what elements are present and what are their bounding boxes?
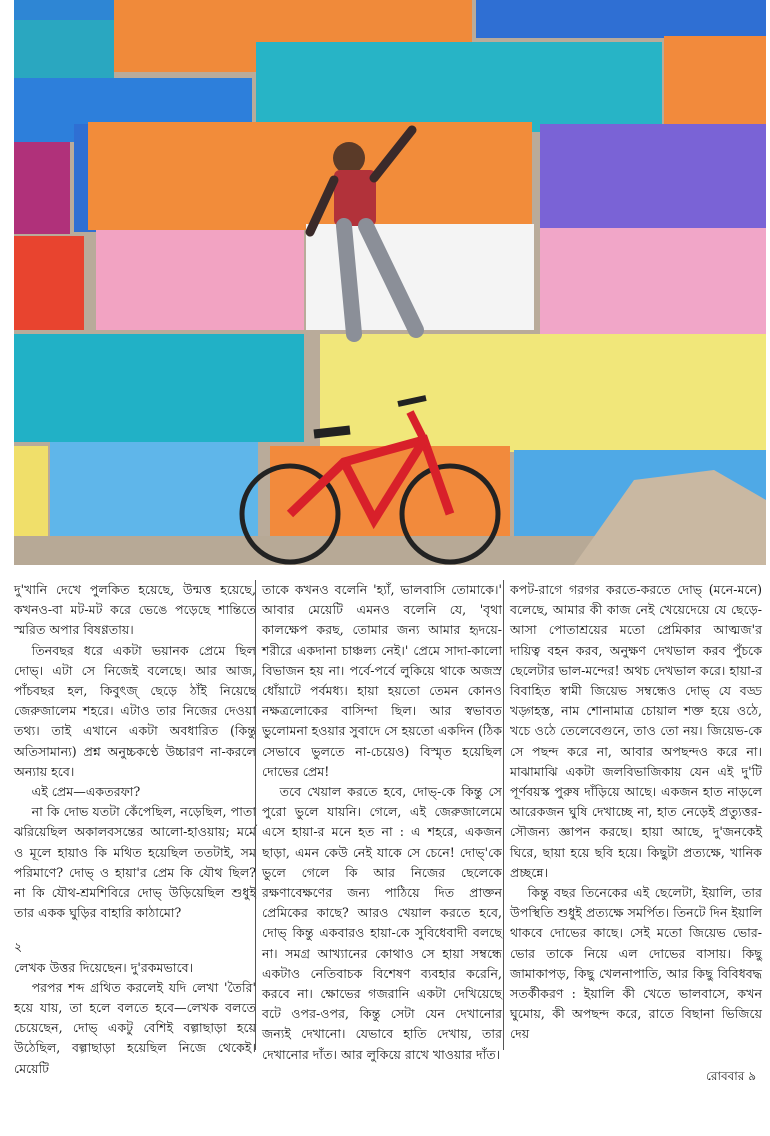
paragraph: কপট-রাগে গরগর করতে-করতে দোভ্‌ (মনে-মনে) বলেছে, আমার কী কাজ নেই খেয়েদেয়ে যে ছেড়ে-আসা পোতাশ্রয়ের মতো প্রেমিকার আত্মজ'র দায়িত্ব বহন করব, অনুক্ষণ দেখভাল করব পুঁচকে ছেলেটার ভাল-মন্দের! অথচ দেখভাল করে। হায়া-র বিবাহিত স্বামী জিয়েভ সম্বন্ধেও দোভ্‌ যে বড্ড খড়্গহস্ত, নাম শোনামাত্র চোয়াল শক্ত হয়ে ওঠে, খচে ওঠে তেলেবেগুনে, তাও তো নয়। জিয়েভ-কে সে পছন্দ করে না, আবার অপছন্দও করে না। মাঝামাঝি একটা জলবিভাজিকায় যেন এই দু'টি পূর্ণবয়স্ক পুরুষ দাঁড়িয়ে আছে। একজন হাত নাড়লে আরেকজন ঘুষি দেখাচ্ছে না, হাত নেড়েই প্রত্যুত্তর-সৌজন্য জ্ঞাপন করছে। হায়া আছে, দু'জনকেই ঘিরে, ছায়া হয়ে ছবি হয়ে। কিছুটা প্রত্যক্ষে, খানিক প্রচ্ছন্নে। xyxy=(510,582,762,880)
photo-boy-climbing-painted-blocks-with-bicycle-icon xyxy=(14,0,766,565)
paragraph: পরপর শব্দ গ্রথিত করলেই যদি লেখা 'তৈরি' হয়ে যায়, তা হলে বলতে হবে—লেখক বলতে চেয়েছেন, দোভ্‌ একটু বেশিই বল্গাছাড়া হয়ে উঠেছিল, বল্গাছাড়া হয়েছিল নিজে থেকেই। মেয়েটি xyxy=(14,979,256,1076)
paragraph: তাকে কখনও বলেনি 'হ্যাঁ, ভালবাসি তোমাকে।' আবার মেয়েটি এমনও বলেনি যে, 'বৃথা কালক্ষেপ করছ, তোমার জন্য আমার হৃদয়ে-শরীরে একদানা চাঞ্চল্য নেই।' প্রেমে সাদা-কালো বিভাজন হয় না। পর্বে-পর্বে লুকিয়ে থাকে অজস্র ধোঁয়াটে পর্বমধ্য। হায়া হয়তো তেমন কোনও নক্ষত্রলোকের বাসিন্দা ছিল। আর স্বভাবত ভুলোমনা হওয়ার সুবাদে সে হয়তো একদিন (ঠিক সেভাবে ভুলতে না-চেয়েও) বিস্মৃত হয়েছিল দোভের প্রেম! xyxy=(262,582,503,779)
paragraph: কিন্তু বছর তিনেকের এই ছেলেটা, ইয়ালি, তার উপস্থিতি শুধুই প্রত্যক্ষে সমর্পিত। তিনটে দিন ইয়ালি থাকবে দোভের কাছে। সেই মতো জিয়েভ ভোর-ভোর তাকে নিয়ে এল দোভের বাসায়। কিছু জামাকাপড়, কিছু খেলনাপাতি, আর কিছু বিবিধবদ্ধ সতর্কীকরণ : ইয়ালি কী খেতে ভালবাসে, কখন ঘুমোয়, কী অপছন্দ করে, রাতে বিছানা ভিজিয়ে দেয় xyxy=(510,885,762,1042)
paragraph: লেখক উত্তর দিয়েছেন। দু'রকমভাবে। xyxy=(14,959,194,975)
paragraph: দু'খানি দেখে পুলকিত হয়েছে, উন্মত্ত হয়েছে, কখনও-বা মট-মট করে ভেঙে পড়েছে শান্তিতে স্মরিত অপার বিষণ্ণতায়। xyxy=(14,582,256,638)
column-divider xyxy=(503,580,504,1050)
page-number: রোববার ৯ xyxy=(706,1069,756,1083)
section-number: ২ xyxy=(14,939,23,955)
text-column-3 xyxy=(510,580,762,1045)
column-divider xyxy=(255,580,256,1050)
text-column-1 xyxy=(14,580,256,1079)
paragraph: তিনবছর ধরে একটা ভয়ানক প্রেমে ছিল দোভ্‌। এটা সে নিজেই বলেছে। আর আজ, পাঁচবছর হল, কিবুৎজ্‌ ছেড়ে ঠাঁই নিয়েছে জেরুজালেম শহরে। এটাও তার নিজের দেওয়া তথ্য। তাই এখানে একটা অবধারিত (কিন্তু অতিসামান্য) প্রশ্ন অনুচ্চকণ্ঠে উচ্চারণ না-করলে অন্যায় হবে। xyxy=(14,642,256,779)
paragraph: এই প্রেম—একতরফা? xyxy=(31,784,141,800)
text-column-2 xyxy=(262,580,502,1065)
paragraph: না কি দোভ যতটা কেঁপেছিল, নড়েছিল, পাতা ঝরিয়েছিল অকালবসন্তের আলো-হাওয়ায়; মর্মে ও মূলে হায়াও কি মথিত হয়েছিল ততটাই, সম পরিমাণে? দোভ্‌ ও হায়া'র প্রেম কি যৌথ ছিল? না কি যৌথ-শ্রমশিবিরে দোভ্‌ উড়িয়েছিল শুধুই তার একক ঘুড়ির বাহারি কাঠামো? xyxy=(14,804,256,921)
paragraph: তবে খেয়াল করতে হবে, দোভ্‌-কে কিন্তু সে পুরো ভুলে যায়নি। গেলে, এই জেরুজালেমে এসে হায়া-র মনে হত না : এ শহরে, একজন ছাড়া, এমন কেউ নেই যাকে সে চেনে! দোভ্‌'কে ভুলে গেলে কি আর নিজের ছেলেকে রক্ষণাবেক্ষণের জন্য পাঠিয়ে দিত প্রাক্তন প্রেমিকের কাছে? আরও খেয়াল করতে হবে, দোভ্‌ কিন্তু একবারও হায়া-কে সুবিধেবাদী বলছে না। সমগ্র আখ্যানের কোথাও সে হায়া সম্বন্ধে একটাও নেতিবাচক বিশেষণ ব্যবহার করেনি, করবে না। ক্ষোভের গজরানি একটা দেখিয়েছে বটে ওপর-ওপর, কিন্তু সেটা যেন দেখানোর জন্যই দেখানো। যেভাবে হাতি দেখায়, তার দেখানোর দাঁত। আর লুকিয়ে রাখে খাওয়ার দাঁত। xyxy=(262,784,502,1062)
photo xyxy=(14,0,766,565)
